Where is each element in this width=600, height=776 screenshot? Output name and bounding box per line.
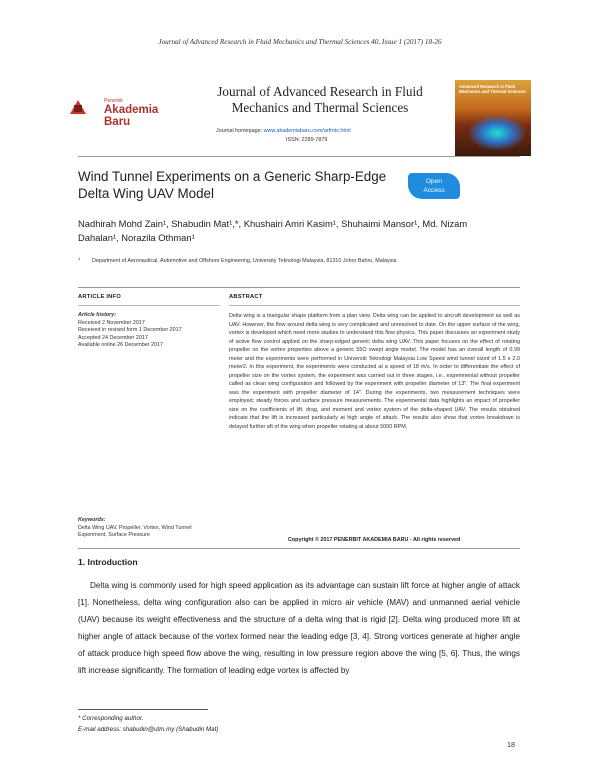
- info-sub-rule: [78, 305, 220, 306]
- history-accepted: Accepted 24 December 2017: [78, 334, 148, 341]
- keywords-heading: Keywords:: [78, 517, 106, 523]
- open-access-badge[interactable]: [408, 173, 460, 199]
- section-heading-introduction: 1. Introduction: [78, 557, 138, 567]
- journal-cover-image: [455, 80, 531, 156]
- paper-title: Wind Tunnel Experiments on a Generic Sharp-Edge Delta Wing UAV Model: [78, 169, 387, 201]
- publisher-logo: [70, 98, 180, 128]
- keywords-list: Delta Wing UAV, Propeller, Vortex, Wind Tunnel Experiment, Surface Pressure: [78, 524, 192, 538]
- journal-title: Journal of Advanced Research in Fluid Mechanics and Thermal Sciences: [217, 84, 423, 115]
- open-access-line2: Access: [423, 187, 445, 194]
- abstract-text: Delta wing is a triangular shape platform from a plan view. Delta wing can be applied to aircraft development as well as UAV. However, the flow around delta wing is very complicated and unresolved to date. On the upper surface of the wing, vortex is developed which need more studies to understand this flow physics. This paper discusses an experiment study of active flow control applied on the sharp-edged generic delta wing UAV. This paper focuses on the effect of rotating propeller on the vortex properties above a generic 55O swept angle model. The model has an overall length of 0.99 meter and the experiments were performed in Universiti Teknologi Malaysia Low Speed wind tunnel sized of 1.5 x 2.0 meter2. In this experiment, the experiments were conducted at a speed of 18 m/s. In order to differentiate the effect of propeller size on the vortex system, the experiment was carried out in three stages, i.e., experimental without propeller called as clean wing configuration and followed by the experiment with propeller diameter of 13". The final experiment was the experiment with propeller diameter of 14". During the experiments, two measurement techniques were employed; steady forces and surface pressure measurements. The experimental data highlights an impact of propeller size on the coefficients of lift, drag, and moment and vortex system of the delta-shaped UAV. The results obtained indicate that the lift is increased particularly at high angle of attack. The results also show that vortex breakdown is delayed further aft of the wing when propeller rotating at about 5000 RPM.: [229, 313, 520, 430]
- footnote-corresponding: * Corresponding author.: [78, 715, 144, 722]
- cover-title: Advanced Research in Fluid Mechanics and Thermal Sciences: [459, 84, 526, 94]
- footnote-divider: [78, 709, 208, 710]
- history-heading: Article history:: [78, 312, 117, 318]
- author-list: [78, 217, 520, 245]
- footnote-email: E-mail address: shabudin@utm.my (Shabudin Mat): [78, 726, 219, 733]
- header-divider: [78, 156, 520, 157]
- introduction-text: Delta wing is commonly used for high speed application as its advantage can sustain lift force at higher angle of attack [1]. Nonetheless, delta wing configuration also can be applied in micro air vehicle (MAV) and unmanned aerial vehicle (UAV) because its weight effectiveness and the structure of a delta wing that is rigid [2]. Delta wing produced more lift at higher angle of attack because of the vortex formed near the leading edge [3, 4]. Strong vortices generate at higher angle of attack produce high speed flow above the wing, resulting in low pressure region above the wing [5, 6]. Thus, the wings lift increase significantly. The formation of leading edge vortex is affected by: [78, 581, 520, 675]
- issn: ISSN: 2289-7879: [286, 137, 328, 143]
- info-top-rule: [78, 287, 520, 288]
- article-info-label: ARTICLE INFO: [78, 294, 121, 300]
- publisher-logo-name: Akademia Baru: [104, 104, 159, 128]
- footnote: [78, 713, 218, 735]
- affiliation-text: Department of Aeronautical, Automotive and Offshore Engineering, University Teknologi Malaysia, 81310 Johor Bahru, Malaysia: [92, 258, 397, 264]
- cover-graphic: [469, 116, 525, 150]
- info-bottom-rule: [78, 548, 520, 549]
- history-revised: Received in revised form 1 December 2017: [78, 327, 182, 333]
- copyright-notice: Copyright © 2017 PENERBIT AKADEMIA BARU - All rights reserved: [288, 537, 461, 543]
- homepage-label: Journal homepage:: [216, 128, 263, 134]
- affiliation-number: 1: [78, 256, 81, 261]
- abstract-sub-rule: [229, 305, 520, 306]
- history-online: Available online 26 December 2017: [78, 342, 164, 348]
- authors-line1: Nadhirah Mohd Zain¹, Shabudin Mat¹,*, Khushairi Amri Kasim¹, Shuhaimi Mansor¹, Md. Nizam: [78, 218, 468, 229]
- authors-line2: Dahalan¹, Norazila Othman¹: [78, 232, 195, 243]
- publisher-logo-small: Penerbit: [104, 98, 123, 104]
- abstract-label: ABSTRACT: [229, 294, 263, 300]
- publisher-logo-icon: [70, 100, 86, 114]
- open-access-line1: Open: [425, 178, 443, 185]
- history-received: Received 2 November 2017: [78, 319, 145, 326]
- journal-homepage: [216, 128, 351, 134]
- running-head: Journal of Advanced Research in Fluid Mechanics and Thermal Sciences 40, Issue 1 (2017) 18-26: [158, 38, 442, 46]
- article-history: [78, 312, 218, 350]
- page-number: 18: [507, 740, 515, 749]
- keywords: [78, 517, 218, 540]
- homepage-link[interactable]: www.akademiabaru.com/arfmts.html: [263, 128, 351, 134]
